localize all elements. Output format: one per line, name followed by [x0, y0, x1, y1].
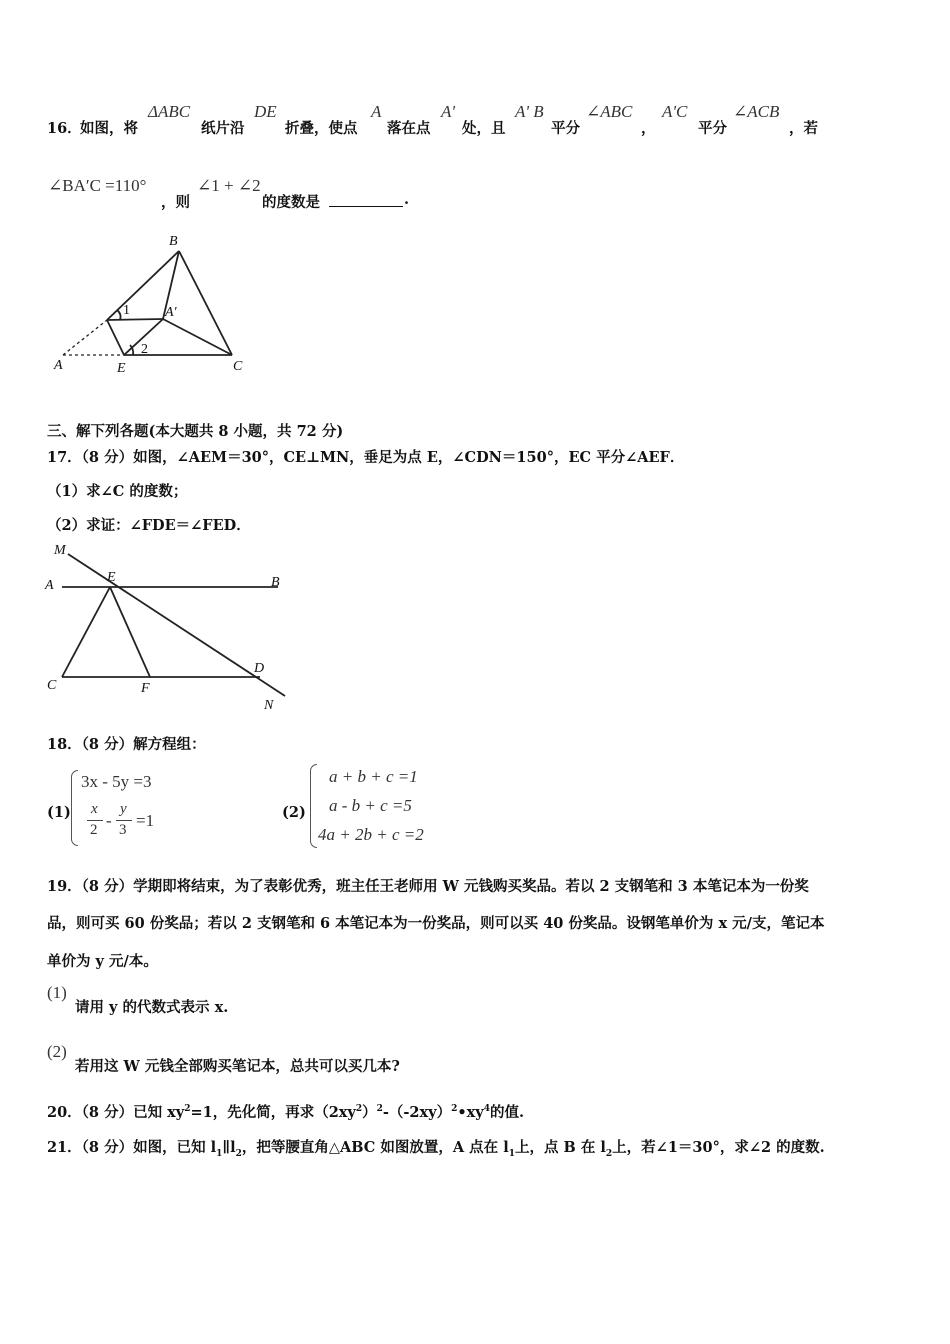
q16-math: A' B	[515, 102, 544, 121]
q16-text: ，则	[161, 194, 190, 211]
q16-text: ，	[641, 120, 656, 137]
label-F: F	[141, 681, 150, 696]
q16-math: A'	[441, 102, 456, 121]
q16-text: 折叠，使点	[285, 120, 358, 137]
equation: 3x - 5y =3	[81, 772, 152, 791]
label-angle-1: 1	[123, 303, 130, 318]
equation: a - b + c =5	[329, 796, 412, 815]
q16-text: 的度数是	[262, 194, 320, 211]
q16-math: A	[371, 102, 382, 121]
label-A: A	[54, 358, 63, 373]
q16-math: ∠ACB	[733, 102, 780, 121]
q16-text: 处，且	[462, 120, 506, 137]
brace	[310, 764, 317, 848]
operator: -	[106, 811, 112, 830]
segment-EF	[110, 587, 150, 677]
brace	[71, 770, 78, 846]
figure-q17-lines	[40, 538, 295, 718]
equation: a + b + c =1	[329, 767, 418, 786]
q16-number: 16．	[47, 120, 82, 137]
label-B: B	[271, 575, 280, 590]
q16-text: 平分	[551, 120, 580, 137]
q17-part2: （2）求证：∠FDE＝∠FED．	[47, 517, 251, 534]
q16-text: .	[404, 191, 410, 208]
q16-text: 纸片沿	[201, 120, 245, 137]
label-N: N	[264, 698, 274, 713]
fraction-numerator: y	[120, 801, 127, 817]
q19-part-marker: (1)	[47, 983, 67, 1002]
equation-system-1	[71, 770, 171, 846]
label-E: E	[117, 361, 126, 376]
q19-part2: 若用这 W 元钱全部购买笔记本，总共可以买几本?	[75, 1058, 400, 1075]
q16-math: ∠1 + ∠2	[197, 176, 261, 195]
fraction-denominator: 3	[119, 822, 127, 838]
q16-math: ∠ABC	[586, 102, 633, 121]
q17-text: 17．（8 分）如图，∠AEM＝30°，CE⊥MN，垂足为点 E，∠CDN＝150°，EC 平分∠AEF．	[47, 449, 685, 466]
label-C: C	[233, 359, 243, 374]
label-E: E	[107, 570, 116, 585]
dashed-AD	[63, 320, 107, 355]
label-A: A	[45, 578, 54, 593]
segment-EC	[62, 587, 110, 677]
system-1-label: (1)	[47, 804, 71, 821]
system-2-label: (2)	[282, 804, 306, 821]
q16-text: 落在点	[387, 120, 431, 137]
q19-part-marker: (2)	[47, 1042, 67, 1061]
q16-text: 平分	[698, 120, 727, 137]
q19-text: 单价为 y 元/本。	[47, 953, 158, 970]
angle-1-arc	[117, 310, 121, 320]
equation: =1	[136, 811, 155, 830]
label-C: C	[47, 678, 57, 693]
label-angle-2: 2	[141, 342, 148, 357]
q16-text: ，若	[789, 120, 818, 137]
label-A-prime: A′	[165, 305, 177, 320]
section-heading: 三、解下列各题(本大题共 8 小题，共 72 分)	[47, 423, 344, 440]
q19-part1: 请用 y 的代数式表示 x.	[75, 999, 229, 1016]
equation-system-2	[310, 764, 440, 848]
q16-math: ΔABC	[148, 102, 191, 121]
label-D: D	[254, 661, 265, 676]
figure-q16-triangle	[45, 228, 260, 378]
fraction-denominator: 2	[90, 822, 98, 838]
answer-blank	[329, 191, 403, 207]
q20-text: 20．（8 分）已知 $xy^2=1$，先化简，再求$(2xy^2)^2-(-2xy)^2•xy^4$的值.	[47, 1104, 525, 1121]
equation: 4a + 2b + c =2	[318, 825, 424, 844]
segment-DA1	[107, 319, 163, 320]
q16-math: ∠BA′C =110°	[48, 176, 147, 195]
segment-A1C	[163, 319, 232, 355]
line-MN	[68, 554, 285, 696]
q16-text: 如图，将	[80, 120, 138, 137]
q21-text: 21．（8 分）如图，已知 $l_1\parallel l_2$，把等腰直角△ABC 如图放置，A 点在 $l_1$上，点 B 在 $l_2$上，若∠1＝30°，求∠2 的度数.	[47, 1139, 825, 1159]
q16-math: DE	[254, 102, 277, 121]
q18-text: 18．（8 分）解方程组：	[47, 736, 206, 753]
q19-text: 品，则可买 60 份奖品；若以 2 支钢笔和 6 本笔记本为一份奖品，则可以买 40 份奖品。设钢笔单价为 x 元/支，笔记本	[47, 915, 825, 932]
q16-math: A'C	[662, 102, 688, 121]
fraction-bar	[87, 820, 103, 821]
fraction-bar	[116, 820, 132, 821]
label-B: B	[169, 234, 178, 249]
label-M: M	[54, 543, 66, 558]
q17-part1: （1）求∠C 的度数；	[47, 483, 188, 500]
segment-DE	[107, 320, 124, 355]
fraction-numerator: x	[91, 801, 98, 817]
q19-text: 19．（8 分）学期即将结束，为了表彰优秀，班主任王老师用 W 元钱购买奖品。若以 2 支钢笔和 3 本笔记本为一份奖	[47, 878, 809, 895]
segment-BC	[179, 251, 232, 355]
